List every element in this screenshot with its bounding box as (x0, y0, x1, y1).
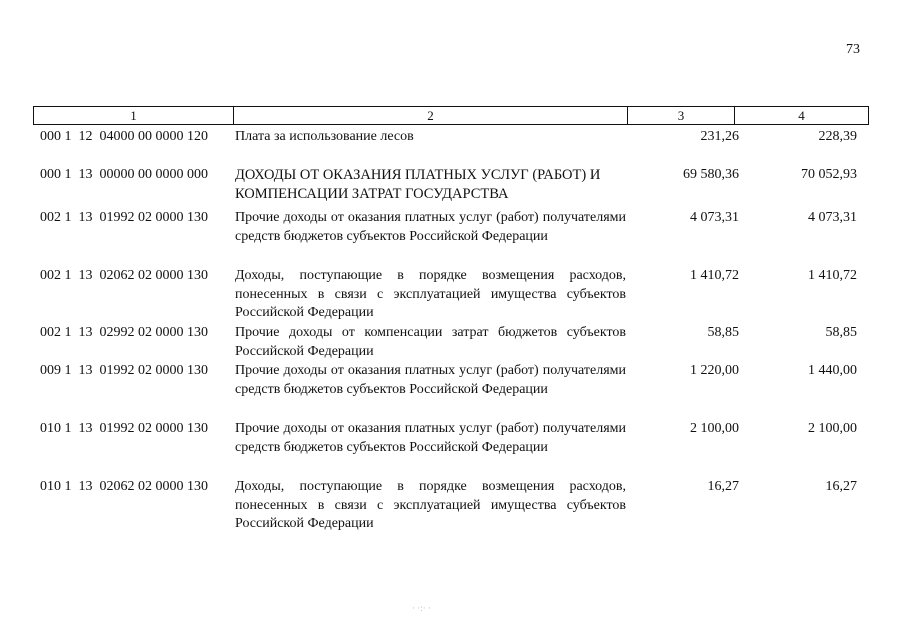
row-description: Прочие доходы от оказания платных услуг (работ) получателями средств бюджетов субъектов Российской Федерации (235, 210, 626, 244)
value-col-3: 58,85 (707, 325, 739, 340)
value-col-4: 58,85 (825, 325, 857, 340)
budget-code: 000 1 13 00000 00 0000 000 (40, 167, 208, 182)
header-col-2: 2 (427, 108, 434, 123)
value-col-3: 1 220,00 (690, 363, 739, 378)
page-number: 73 (846, 42, 860, 57)
value-col-3: 69 580,36 (683, 167, 739, 182)
value-col-4: 16,27 (825, 479, 857, 494)
value-col-3: 1 410,72 (690, 268, 739, 283)
header-col-3: 3 (677, 108, 685, 123)
value-col-3: 4 073,31 (690, 210, 739, 225)
value-col-4: 4 073,31 (808, 210, 857, 225)
budget-code: 002 1 13 02992 02 0000 130 (40, 325, 208, 340)
value-col-4: 228,39 (818, 129, 857, 144)
value-col-3: 2 100,00 (690, 421, 739, 436)
row-description: Доходы, поступающие в порядке возмещения расходов, понесенных в связи с эксплуатацией имущества субъектов Российской Федерации (235, 268, 626, 320)
budget-code: 002 1 13 02062 02 0000 130 (40, 268, 208, 283)
value-col-4: 2 100,00 (808, 421, 857, 436)
table-header-row (33, 106, 869, 125)
row-description: Плата за использование лесов (235, 129, 414, 144)
value-col-3: 231,26 (700, 129, 739, 144)
header-col-4: 4 (798, 108, 805, 123)
row-description: ДОХОДЫ ОТ ОКАЗАНИЯ ПЛАТНЫХ УСЛУГ (РАБОТ) И КОМПЕНСАЦИИ ЗАТРАТ ГОСУДАРСТВА (235, 167, 601, 202)
value-col-4: 1 440,00 (808, 363, 857, 378)
budget-code: 010 1 13 02062 02 0000 130 (40, 479, 208, 494)
budget-code: 009 1 13 01992 02 0000 130 (40, 363, 208, 378)
row-description: Доходы, поступающие в порядке возмещения расходов, понесенных в связи с эксплуатацией имущества субъектов Российской Федерации (235, 479, 626, 531)
value-col-3: 16,27 (707, 479, 739, 494)
row-description: Прочие доходы от оказания платных услуг (работ) получателями средств бюджетов субъектов Российской Федерации (235, 421, 626, 455)
budget-code: 000 1 12 04000 00 0000 120 (40, 129, 208, 144)
value-col-4: 70 052,93 (801, 167, 857, 182)
budget-code: 002 1 13 01992 02 0000 130 (40, 210, 208, 225)
row-description: Прочие доходы от компенсации затрат бюджетов субъектов Российской Федерации (235, 325, 626, 359)
value-col-4: 1 410,72 (808, 268, 857, 283)
row-description: Прочие доходы от оказания платных услуг (работ) получателями средств бюджетов субъектов Российской Федерации (235, 363, 626, 397)
budget-code: 010 1 13 01992 02 0000 130 (40, 421, 208, 436)
scan-artifact: · ·:· · (412, 603, 431, 613)
header-col-1: 1 (130, 108, 137, 123)
